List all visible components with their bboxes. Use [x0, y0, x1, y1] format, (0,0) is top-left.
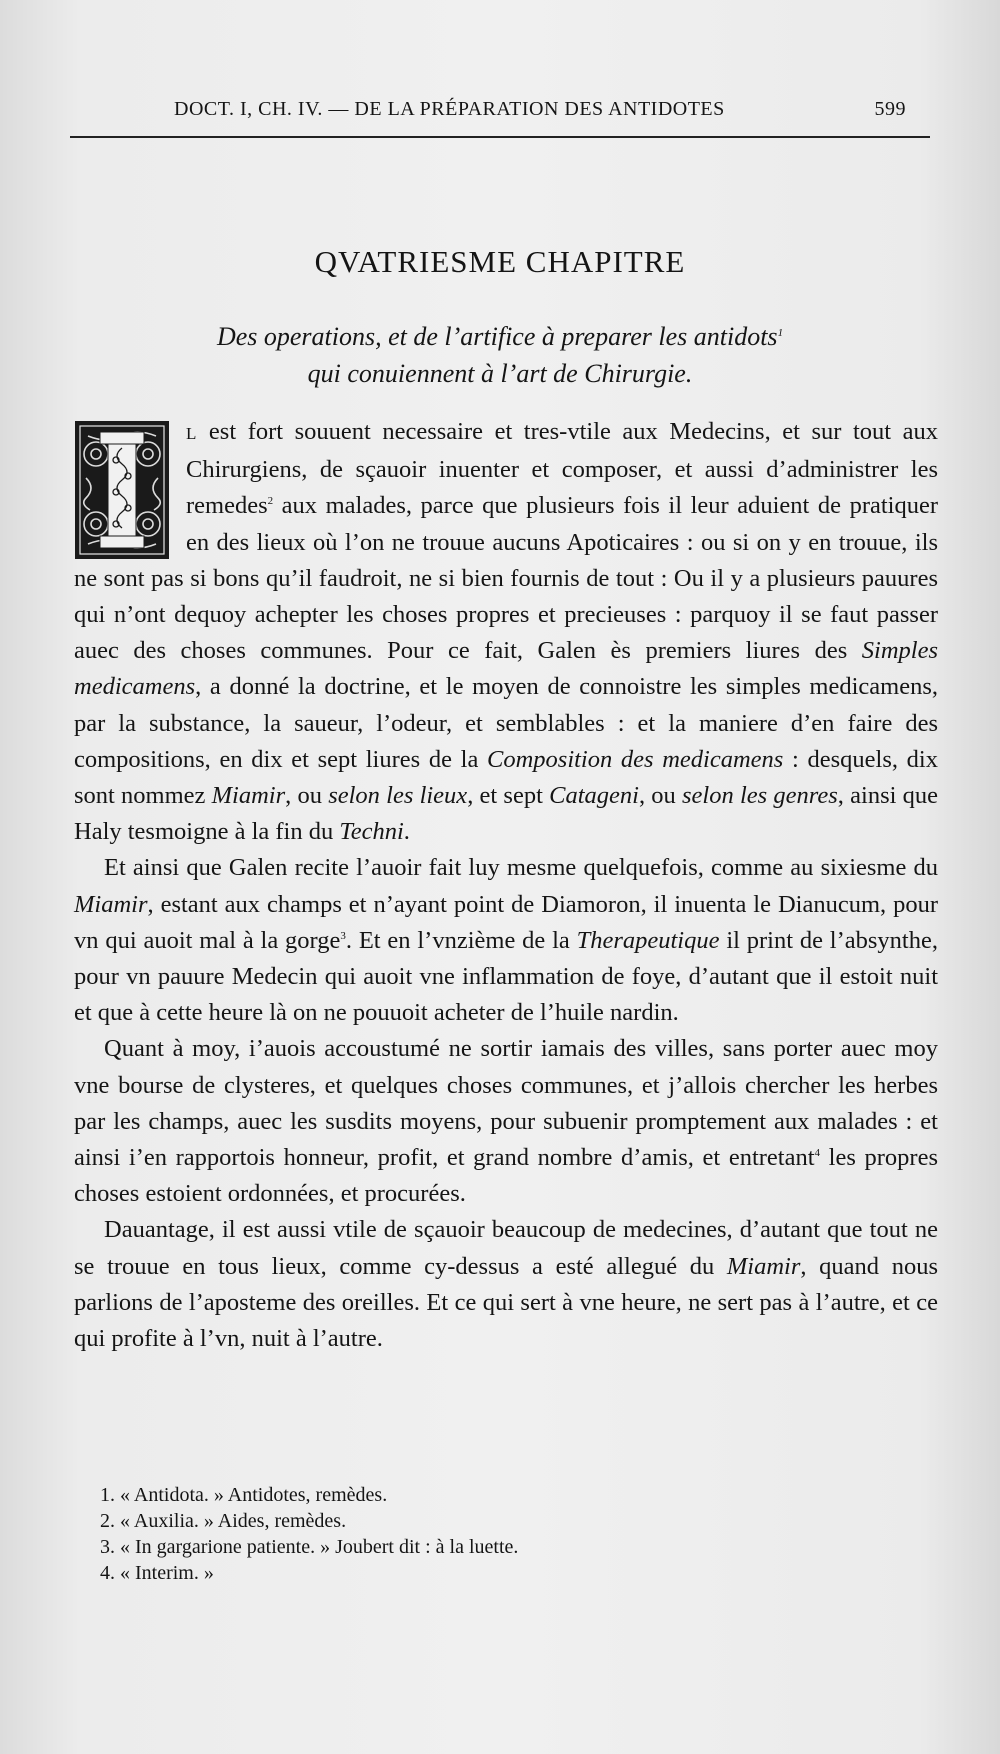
footnote-ref: 2	[267, 495, 274, 508]
footnote-2: 2. « Auxilia. » Aides, remèdes.	[100, 1510, 347, 1532]
p1-text-1: est fort souuent necessaire et tres-vtile aux Medecins, et sur tout aux Chirurgiens, de sçauoir inuenter et composer, et aussi d’administrer les remedes	[186, 418, 938, 520]
p1-text-3: , a donné la doctrine, et le moyen de connoistre les simples medicamens, par la substance, la saueur, l’odeur, et semblables : et la maniere d’en faire des compositions, en dix et sept liures de la	[74, 673, 938, 773]
p1-text-9: .	[403, 818, 410, 846]
book-title-ref: Miamir	[74, 890, 148, 918]
page-number: 599	[874, 98, 906, 120]
p1-text-5: , ou	[285, 782, 329, 810]
running-title: DOCT. I, CH. IV. — DE LA PRÉPARATION DES ANTIDOTES	[174, 98, 725, 120]
paragraph-1	[74, 414, 938, 850]
footnote-ref: 1	[777, 327, 784, 339]
chapter-title: QVATRIESME CHAPITRE	[314, 244, 686, 279]
subtitle-text-1: Des operations, et de l’artifice à preparer les antidots	[216, 322, 778, 351]
paragraph-4	[74, 1212, 938, 1357]
book-title-ref: Therapeutique	[576, 926, 720, 954]
paragraph-3	[74, 1031, 938, 1212]
p2-text-1: Et ainsi que Galen recite l’auoir fait luy mesme quelquefois, comme au sixiesme du	[104, 854, 938, 882]
footnote-ref: 3	[340, 929, 346, 942]
p2-text-4: il print de l’absynthe, pour vn pauure Medecin qui auoit vne inflammation de foye, d’autant que il estoit nuit et que à cette heure là on ne pouuoit acheter de l’huile nardin.	[74, 926, 938, 1027]
book-title-ref: Catageni	[549, 782, 639, 810]
italic-phrase: selon les lieux	[328, 782, 468, 810]
p2-text-2: , estant aux champs et n’ayant point de Diamoron, il inuenta le Dianucum, pour vn qui auoit mal à la gorge	[74, 890, 938, 954]
p1-text-8: , ainsi que Haly tesmoigne à la fin du	[74, 782, 938, 846]
paragraph-2	[74, 850, 938, 1031]
ornamental-initial-I-icon	[74, 420, 170, 560]
p1-text-6: , et sept	[467, 782, 550, 810]
footnote-4: 4. « Interim. »	[100, 1562, 214, 1584]
book-title-ref: Miamir	[211, 782, 286, 810]
book-title-ref: Simples medicamens	[74, 637, 938, 701]
p3-text-2: les propres choses estoient ordonnées, et procurées.	[74, 1144, 938, 1208]
p4-text-2: , quand nous parlions de l’aposteme des oreilles. Et ce qui sert à vne heure, ne sert pas à l’autre, et ce qui profite à l’vn, nuit à l’autre.	[74, 1252, 938, 1353]
body-text	[74, 414, 938, 1357]
p3-text-1: Quant à moy, i’auois accoustumé ne sortir iamais des villes, sans porter auec moy vne bourse de clysteres, et quelques choses communes, et j’allois chercher les herbes par les champs, auec les susdits moyens, pour subuenir promptement aux malades : et ainsi i’en rapportois honneur, profit, et grand nombre d’amis, et entretant	[74, 1035, 938, 1172]
p4-text-1: Dauantage, il est aussi vtile de sçauoir beaucoup de medecines, d’autant que tout ne se trouue en tous lieux, comme cy-dessus a esté allegué du	[74, 1216, 938, 1280]
running-header	[70, 96, 930, 138]
footnote-3: 3. « In gargarione patiente. » Joubert dit : à la luette.	[100, 1536, 519, 1558]
footnotes	[100, 1482, 900, 1586]
p2-text-3: . Et en l’vnzième de la	[345, 926, 577, 954]
subtitle-line-1	[0, 318, 1000, 355]
p1-text-2: aux malades, parce que plusieurs fois il leur aduient de pratiquer en des lieux où l’on ne trouue aucuns Apoticaires : ou si on y en trouue, ils ne sont pas si bons qu’il faudroit, ne si bien fournis de tout : Ou il y a plusieurs pauures qui n’ont dequoy achepter les choses propres et precieuses : parquoy il se faut passer auec des choses communes. Pour ce fait, Galen ès premiers liures des	[74, 492, 938, 665]
footnote-ref: 4	[814, 1147, 821, 1160]
footnote-1: 1. « Antidota. » Antidotes, remèdes.	[100, 1484, 388, 1506]
italic-phrase: selon les genres	[682, 782, 838, 810]
book-title-ref: Miamir	[726, 1252, 801, 1280]
chapter-subtitle	[0, 318, 1000, 392]
p1-text-4: : desquels, dix sont nommez	[74, 745, 938, 810]
dropcap-continuation: L	[186, 424, 198, 443]
p1-text-7: , ou	[638, 782, 683, 810]
book-title-ref: Techni	[339, 818, 404, 846]
subtitle-line-2: qui conuiennent à l’art de Chirurgie.	[307, 359, 693, 388]
book-title-ref: Composition des medicamens	[487, 745, 784, 773]
